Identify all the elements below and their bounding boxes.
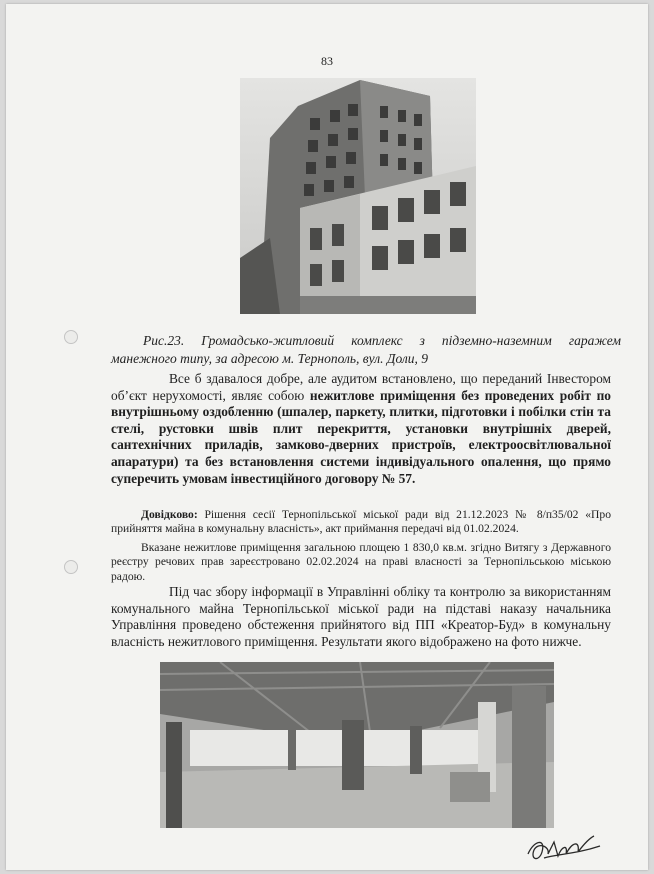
punch-hole [64,330,78,344]
reference-note-text: Рішення сесії Тернопільської міської ради від 21.12.2023 № 8/п35/02 «Про прийняття майна в комунальну власність», акт приймання передачі від 01.02.2024. [111,508,611,536]
page-number: 83 [321,54,333,68]
reference-note-label: Довідково: [141,508,198,521]
building-photo-image [240,78,476,314]
building-photo [240,78,476,314]
reference-note [111,508,611,537]
signature [524,832,604,866]
inspection-paragraph: Під час збору інформації в Управлінні обліку та контролю за використанням комунального майна Тернопільської міської ради на підставі наказу начальника Управління проведено обстеження прийнятого від ПП «Креатор-Буд» в комунальну власність нежитлового приміщення. Результати якого відображено на фото нижче. [111,584,611,649]
figure-caption: Рис.23. Громадсько-житловий комплекс з підземно-наземним гаражем манежного типу, за адресою м. Тернополь, вул. Доли, 9 [111,333,621,366]
audit-paragraph-bold: нежитлове приміщення без проведених робіт по внутрішньому оздобленню (шпалер, паркету, плитки, підготовки і побілки стін та стелі, рустовки швів плит перекриття, установки внутрішніх дверей, сантехнічних приладів, замково-дверних пристроїв, електроосвітлювальної апаратури) та без встановлення системи індивідуального опалення, що прямо суперечить умовам інвестиційного договору № 57. [111,387,611,486]
interior-photo-image [160,662,554,828]
audit-paragraph [111,371,611,487]
interior-photo [160,662,554,828]
document-page [6,4,648,870]
audit-paragraph-text: Все б здавалося добре, але аудитом встановлено, що переданий Інвестором об’єкт нерухомості, являє собою [111,371,611,403]
punch-hole [64,560,78,574]
area-note: Вказане нежитлове приміщення загальною площею 1 830,0 кв.м. згідно Витягу з Державного реєстру речових прав зареєстровано 02.02.2024 на праві власності за Тернопільською міською радою. [111,541,611,583]
